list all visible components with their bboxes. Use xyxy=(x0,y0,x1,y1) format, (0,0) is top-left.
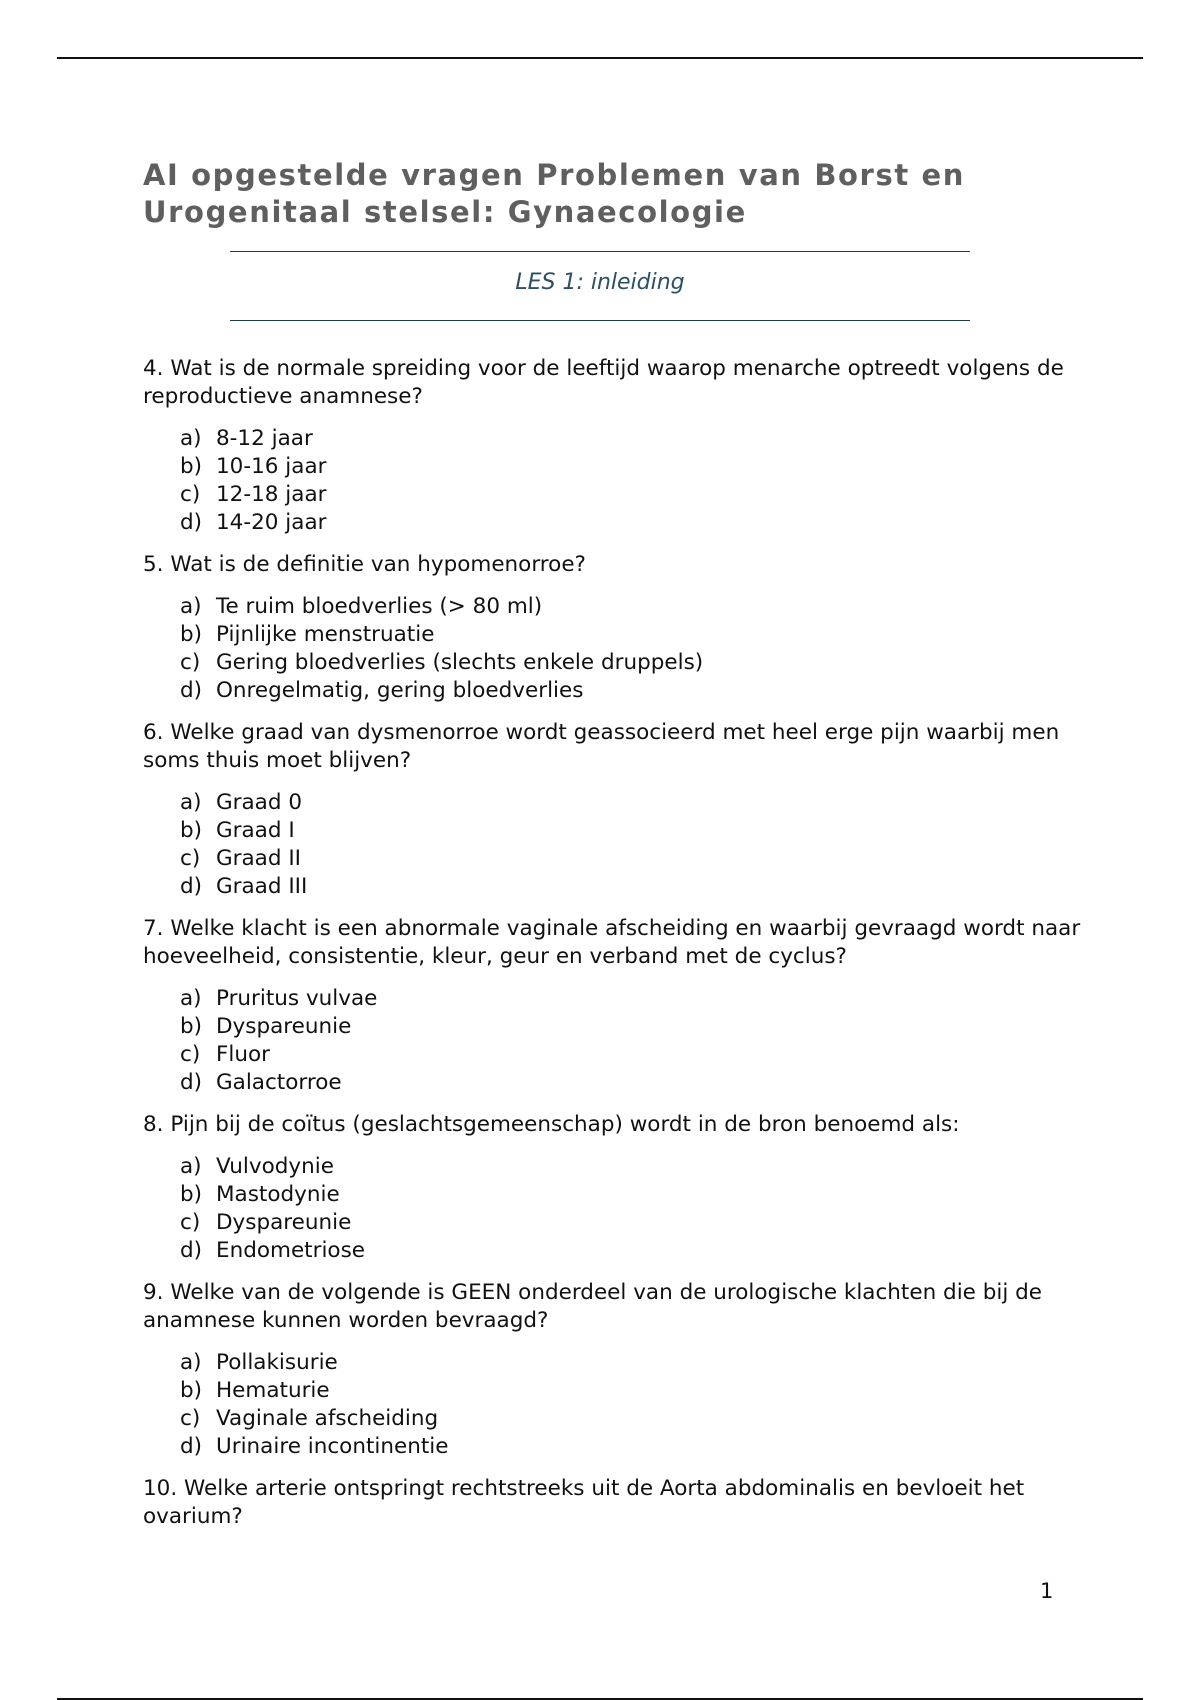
option-text: Mastodynie xyxy=(216,1182,340,1207)
option-letter: b) xyxy=(180,622,203,647)
option-text: Hematurie xyxy=(216,1378,330,1403)
answer-option xyxy=(180,621,1083,649)
answer-options xyxy=(180,593,1083,705)
option-text: Vaginale afscheiding xyxy=(216,1406,439,1431)
answer-option xyxy=(180,1153,1083,1181)
answer-option xyxy=(180,1237,1083,1265)
answer-option xyxy=(180,1433,1083,1461)
document-title: AI opgestelde vragen Problemen van Borst en Urogenitaal stelsel: Gynaecologie xyxy=(143,158,965,230)
answer-options xyxy=(180,985,1083,1097)
answer-option xyxy=(180,1405,1083,1433)
option-letter: d) xyxy=(180,1070,203,1095)
answer-option xyxy=(180,817,1083,845)
question-text: 5. Wat is de definitie van hypomenorroe? xyxy=(143,552,586,577)
option-text: Galactorroe xyxy=(216,1070,342,1095)
option-text: 8-12 jaar xyxy=(216,426,313,451)
option-letter: b) xyxy=(180,818,203,843)
question-block xyxy=(143,355,1083,537)
option-letter: a) xyxy=(180,1154,202,1179)
option-text: Fluor xyxy=(216,1042,270,1067)
question-block xyxy=(143,1279,1083,1461)
question-block xyxy=(143,1111,1083,1265)
option-text: Vulvodynie xyxy=(216,1154,334,1179)
answer-option xyxy=(180,1069,1083,1097)
answer-option xyxy=(180,453,1083,481)
option-letter: d) xyxy=(180,1434,203,1459)
option-text: Graad 0 xyxy=(216,790,303,815)
option-text: Pollakisurie xyxy=(216,1350,338,1375)
answer-option xyxy=(180,985,1083,1013)
question-block xyxy=(143,915,1083,1097)
option-letter: b) xyxy=(180,1378,203,1403)
answer-options xyxy=(180,1153,1083,1265)
question-list xyxy=(143,355,1083,1545)
answer-options xyxy=(180,425,1083,537)
answer-options xyxy=(180,1349,1083,1461)
answer-option xyxy=(180,1209,1083,1237)
option-text: Graad II xyxy=(216,846,302,871)
question-text: 7. Welke klacht is een abnormale vaginale afscheiding en waarbij gevraagd wordt naar hoeveelheid, consistentie, kleur, geur en verband met de cyclus? xyxy=(143,916,1081,969)
option-text: Graad I xyxy=(216,818,295,843)
answer-option xyxy=(180,677,1083,705)
option-letter: c) xyxy=(180,1210,201,1235)
section-heading: LES 1: inleiding xyxy=(515,270,685,295)
option-letter: a) xyxy=(180,986,202,1011)
option-text: 10-16 jaar xyxy=(216,454,327,479)
question-text: 10. Welke arterie ontspringt rechtstreeks uit de Aorta abdominalis en bevloeit het ovarium? xyxy=(143,1476,1025,1529)
option-text: Te ruim bloedverlies (> 80 ml) xyxy=(216,594,543,619)
answer-option xyxy=(180,481,1083,509)
answer-option xyxy=(180,649,1083,677)
answer-option xyxy=(180,1377,1083,1405)
question-block xyxy=(143,551,1083,705)
option-letter: b) xyxy=(180,454,203,479)
option-text: Pruritus vulvae xyxy=(216,986,378,1011)
question-text: 4. Wat is de normale spreiding voor de leeftijd waarop menarche optreedt volgens de reproductieve anamnese? xyxy=(143,356,1064,409)
option-text: 14-20 jaar xyxy=(216,510,327,535)
option-text: Endometriose xyxy=(216,1238,366,1263)
question-block xyxy=(143,719,1083,901)
option-letter: c) xyxy=(180,1042,201,1067)
answer-option xyxy=(180,789,1083,817)
option-text: Gering bloedverlies (slechts enkele druppels) xyxy=(216,650,704,675)
question-text: 6. Welke graad van dysmenorroe wordt geassocieerd met heel erge pijn waarbij men soms thuis moet blijven? xyxy=(143,720,1060,773)
answer-option xyxy=(180,873,1083,901)
option-text: 12-18 jaar xyxy=(216,482,327,507)
option-letter: c) xyxy=(180,1406,201,1431)
answer-options xyxy=(180,789,1083,901)
option-letter: c) xyxy=(180,650,201,675)
option-letter: a) xyxy=(180,594,202,619)
option-letter: b) xyxy=(180,1182,203,1207)
answer-option xyxy=(180,1013,1083,1041)
question-block xyxy=(143,1475,1083,1531)
option-text: Graad III xyxy=(216,874,308,899)
answer-option xyxy=(180,1349,1083,1377)
option-letter: a) xyxy=(180,426,202,451)
answer-option xyxy=(180,593,1083,621)
answer-option xyxy=(180,509,1083,537)
option-letter: a) xyxy=(180,790,202,815)
option-letter: a) xyxy=(180,1350,202,1375)
page-top-rule xyxy=(57,57,1143,59)
answer-option xyxy=(180,1041,1083,1069)
option-letter: d) xyxy=(180,510,203,535)
answer-option xyxy=(180,425,1083,453)
option-letter: c) xyxy=(180,846,201,871)
answer-option xyxy=(180,845,1083,873)
option-letter: d) xyxy=(180,678,203,703)
option-text: Pijnlijke menstruatie xyxy=(216,622,435,647)
option-letter: d) xyxy=(180,1238,203,1263)
question-text: 9. Welke van de volgende is GEEN onderdeel van de urologische klachten die bij de anamnese kunnen worden bevraagd? xyxy=(143,1280,1043,1333)
option-text: Dyspareunie xyxy=(216,1210,352,1235)
option-letter: d) xyxy=(180,874,203,899)
section-heading-band xyxy=(230,251,970,321)
question-text: 8. Pijn bij de coïtus (geslachtsgemeenschap) wordt in de bron benoemd als: xyxy=(143,1112,960,1137)
option-text: Dyspareunie xyxy=(216,1014,352,1039)
answer-option xyxy=(180,1181,1083,1209)
option-letter: b) xyxy=(180,1014,203,1039)
option-text: Urinaire incontinentie xyxy=(216,1434,449,1459)
option-letter: c) xyxy=(180,482,201,507)
page-number: 1 xyxy=(1040,1579,1054,1603)
option-text: Onregelmatig, gering bloedverlies xyxy=(216,678,584,703)
